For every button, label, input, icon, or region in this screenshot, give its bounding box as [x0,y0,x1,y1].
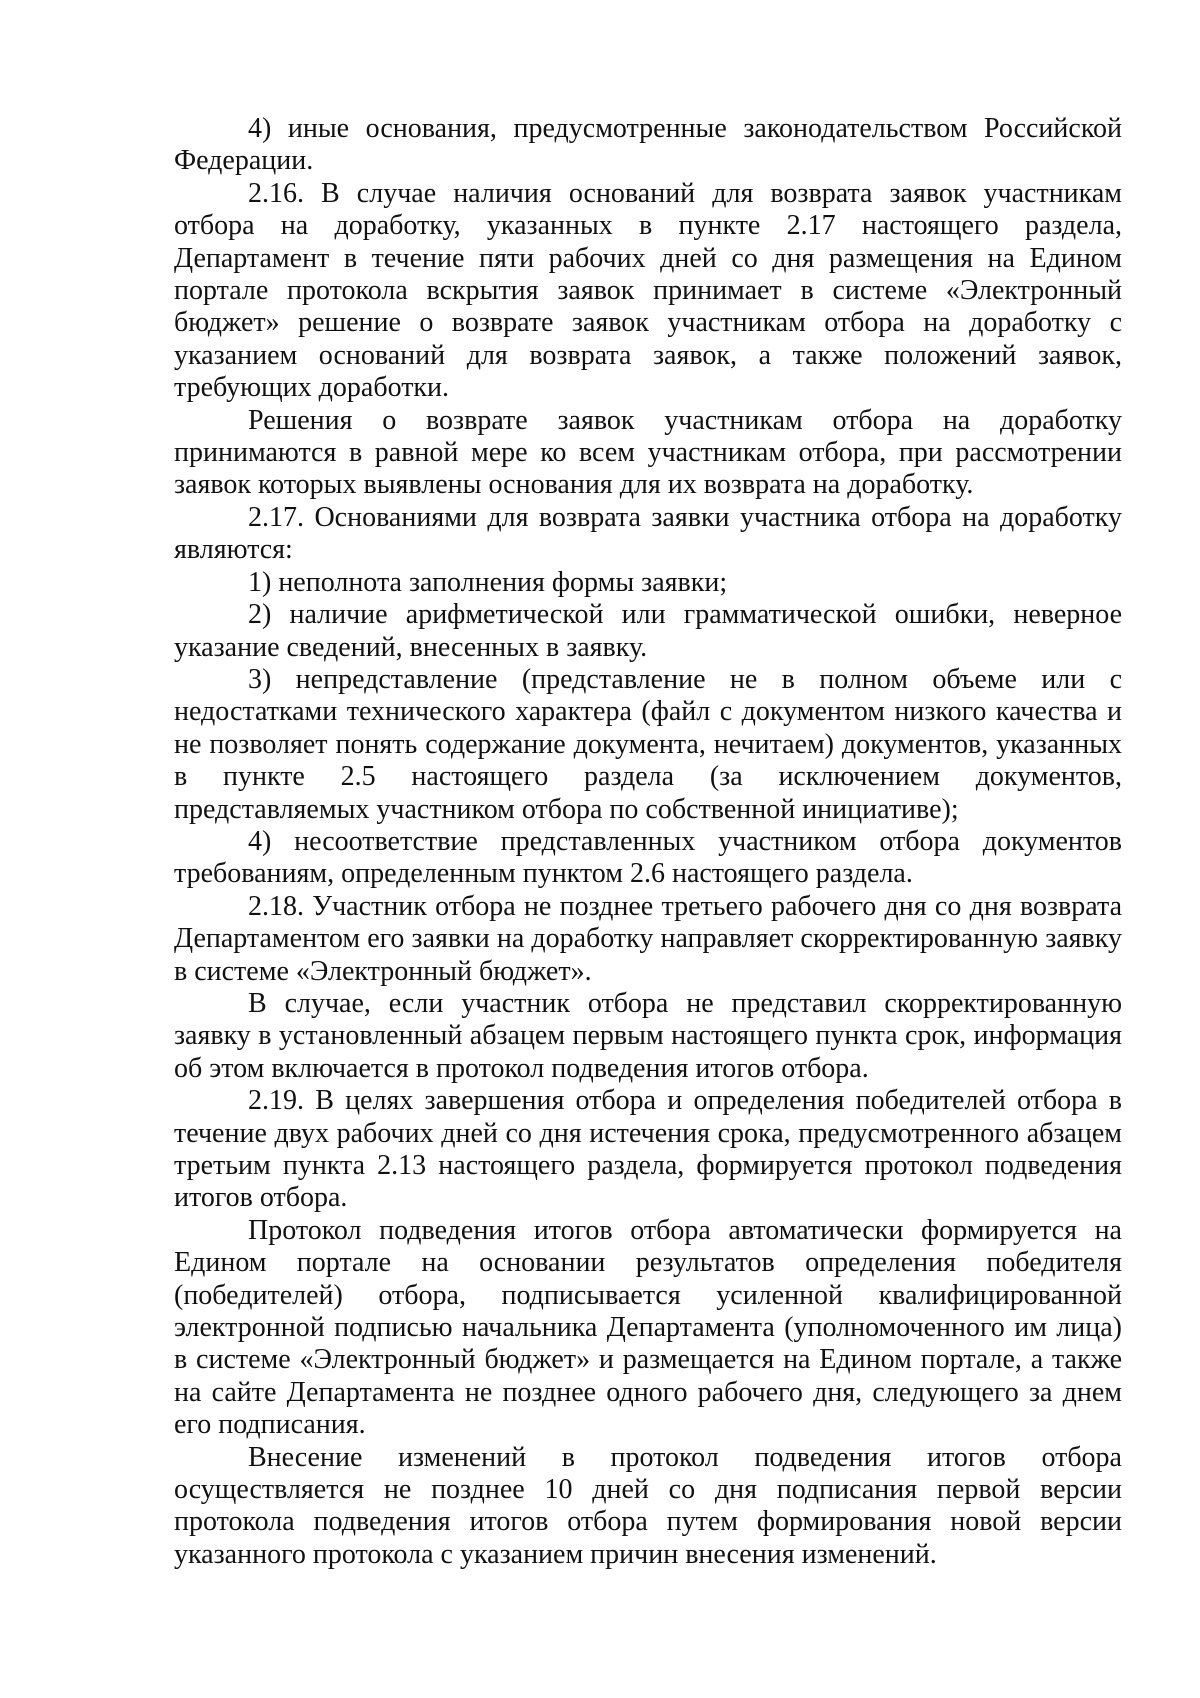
paragraph-protocol-changes: Внесение изменений в протокол подведения итогов отбора осуществляется не позднее 10 дней со дня подписания первой версии протокола подведения итогов отбора путем формирования новой версии указанного протокола с указанием причин внесения изменений. [174,1441,1122,1570]
paragraph-clause-4-other-grounds: 4) иные основания, предусмотренные законодательством Российской Федерации. [174,113,1122,177]
paragraph-clause-2-18: 2.18. Участник отбора не позднее третьего рабочего дня со дня возврата Департаментом его заявки на доработку направляет скорректированную заявку в системе «Электронный бюджет». [174,890,1122,987]
paragraph-clause-2-16: 2.16. В случае наличия оснований для возврата заявок участникам отбора на доработку, указанных в пункте 2.17 настоящего раздела, Департамент в течение пяти рабочих дней со дня размещения на Едином портале протокола вскрытия заявок принимает в системе «Электронный бюджет» решение о возврате заявок участникам отбора на доработку с указанием оснований для возврата заявок, а также положений заявок, требующих доработки. [174,177,1122,404]
document-body [174,113,1122,1571]
paragraph-return-decisions: Решения о возврате заявок участникам отбора на доработку принимаются в равной мере ко всем участникам отбора, при рассмотрении заявок которых выявлены основания для их возврата на доработку. [174,404,1122,501]
paragraph-clause-2-17: 2.17. Основаниями для возврата заявки участника отбора на доработку являются: [174,501,1122,566]
paragraph-item-3: 3) непредставление (представление не в полном объеме или с недостатками технического характера (файл с документом низкого качества и не позволяет понять содержание документа, нечитаем) документов, указанных в пункте 2.5 настоящего раздела (за исключением документов, представляемых участником отбора по собственной инициативе); [174,663,1122,825]
paragraph-not-submitted: В случае, если участник отбора не представил скорректированную заявку в установленный абзацем первым настоящего пункта срок, информация об этом включается в протокол подведения итогов отбора. [174,987,1122,1084]
paragraph-clause-2-19: 2.19. В целях завершения отбора и определения победителей отбора в течение двух рабочих дней со дня истечения срока, предусмотренного абзацем третьим пункта 2.13 настоящего раздела, формируется протокол подведения итогов отбора. [174,1085,1122,1214]
paragraph-protocol-formation: Протокол подведения итогов отбора автоматически формируется на Едином портале на основании результатов определения победителя (победителей) отбора, подписывается усиленной квалифицированной электронной подписью начальника Департамента (уполномоченного им лица) в системе «Электронный бюджет» и размещается на Едином портале, а также на сайте Департамента не позднее одного рабочего дня, следующего за днем его подписания. [174,1214,1122,1441]
paragraph-item-4: 4) несоответствие представленных участником отбора документов требованиям, определенным пунктом 2.6 настоящего раздела. [174,825,1122,890]
paragraph-item-2: 2) наличие арифметической или грамматической ошибки, неверное указание сведений, внесенных в заявку. [174,599,1122,663]
paragraph-item-1: 1) неполнота заполнения формы заявки; [248,566,728,598]
